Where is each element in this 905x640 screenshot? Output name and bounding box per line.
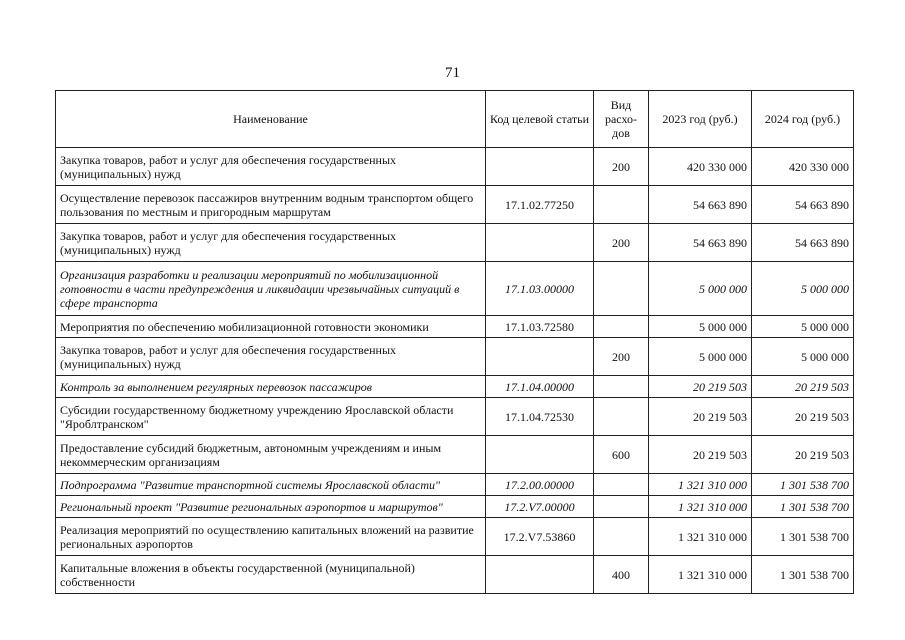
row-type: 400 [594,556,649,594]
table-row [56,186,854,224]
table-row [56,556,854,594]
row-name: Региональный проект "Развитие региональных аэропортов и маршрутов" [56,496,486,518]
table-row [56,224,854,262]
row-type [594,262,649,316]
row-2024: 20 219 503 [752,436,854,474]
row-name: Мероприятия по обеспечению мобилизационной готовности экономики [56,316,486,338]
row-code [486,338,594,376]
row-2024: 54 663 890 [752,224,854,262]
row-code [486,556,594,594]
row-2024: 20 219 503 [752,376,854,398]
row-type [594,496,649,518]
row-name: Предоставление субсидий бюджетным, автономным учреждениям и иным некоммерческим организациям [56,436,486,474]
row-2023: 1 321 310 000 [649,518,752,556]
row-2023: 1 321 310 000 [649,496,752,518]
table-body [56,148,854,594]
header-type: Вид расхо-дов [594,91,649,148]
table-row [56,338,854,376]
table-header-row [56,91,854,148]
row-name: Контроль за выполнением регулярных перевозок пассажиров [56,376,486,398]
row-type [594,398,649,436]
row-code: 17.1.04.00000 [486,376,594,398]
row-type [594,474,649,496]
row-2024: 1 301 538 700 [752,474,854,496]
row-2024: 1 301 538 700 [752,518,854,556]
row-code [486,436,594,474]
header-code: Код целевой статьи [486,91,594,148]
row-2024: 420 330 000 [752,148,854,186]
row-2023: 20 219 503 [649,398,752,436]
row-name: Реализация мероприятий по осуществлению капитальных вложений на развитие региональных аэропортов [56,518,486,556]
header-2024: 2024 год (руб.) [752,91,854,148]
row-name: Осуществление перевозок пассажиров внутренним водным транспортом общего пользования по местным и пригородным маршрутам [56,186,486,224]
row-type [594,518,649,556]
table-row [56,376,854,398]
table-row [56,398,854,436]
row-2023: 20 219 503 [649,376,752,398]
row-code: 17.2.V7.00000 [486,496,594,518]
table-row [56,436,854,474]
row-code: 17.2.00.00000 [486,474,594,496]
header-name: Наименование [56,91,486,148]
row-name: Закупка товаров, работ и услуг для обеспечения государственных (муниципальных) нужд [56,224,486,262]
row-2023: 54 663 890 [649,224,752,262]
row-2023: 1 321 310 000 [649,556,752,594]
row-2024: 20 219 503 [752,398,854,436]
row-2023: 5 000 000 [649,316,752,338]
row-name: Субсидии государственному бюджетному учреждению Ярославской области "Яроблтранском" [56,398,486,436]
row-code: 17.1.03.00000 [486,262,594,316]
row-2023: 20 219 503 [649,436,752,474]
row-name: Закупка товаров, работ и услуг для обеспечения государственных (муниципальных) нужд [56,148,486,186]
budget-table [55,90,854,594]
row-2024: 5 000 000 [752,316,854,338]
row-name: Капитальные вложения в объекты государственной (муниципальной) собственности [56,556,486,594]
row-code: 17.1.02.77250 [486,186,594,224]
row-code: 17.1.03.72580 [486,316,594,338]
row-type [594,376,649,398]
table-row [56,148,854,186]
table-row [56,496,854,518]
row-2024: 5 000 000 [752,262,854,316]
row-code: 17.2.V7.53860 [486,518,594,556]
row-2023: 5 000 000 [649,338,752,376]
row-2023: 1 321 310 000 [649,474,752,496]
row-2023: 54 663 890 [649,186,752,224]
row-2024: 5 000 000 [752,338,854,376]
row-name: Организация разработки и реализации мероприятий по мобилизационной готовности в части предупреждения и ликвидации чрезвычайных ситуаций в сфере транспорта [56,262,486,316]
row-code [486,224,594,262]
row-name: Подпрограмма "Развитие транспортной системы Ярославской области" [56,474,486,496]
table-row [56,474,854,496]
row-2024: 54 663 890 [752,186,854,224]
row-type: 200 [594,148,649,186]
row-code: 17.1.04.72530 [486,398,594,436]
row-type: 200 [594,224,649,262]
row-2023: 5 000 000 [649,262,752,316]
table-row [56,518,854,556]
row-2024: 1 301 538 700 [752,556,854,594]
page-number: 71 [445,65,460,81]
row-type: 200 [594,338,649,376]
row-type [594,186,649,224]
row-2023: 420 330 000 [649,148,752,186]
row-type: 600 [594,436,649,474]
table-row [56,316,854,338]
row-name: Закупка товаров, работ и услуг для обеспечения государственных (муниципальных) нужд [56,338,486,376]
table-row [56,262,854,316]
row-type [594,316,649,338]
row-2024: 1 301 538 700 [752,496,854,518]
row-code [486,148,594,186]
header-2023: 2023 год (руб.) [649,91,752,148]
